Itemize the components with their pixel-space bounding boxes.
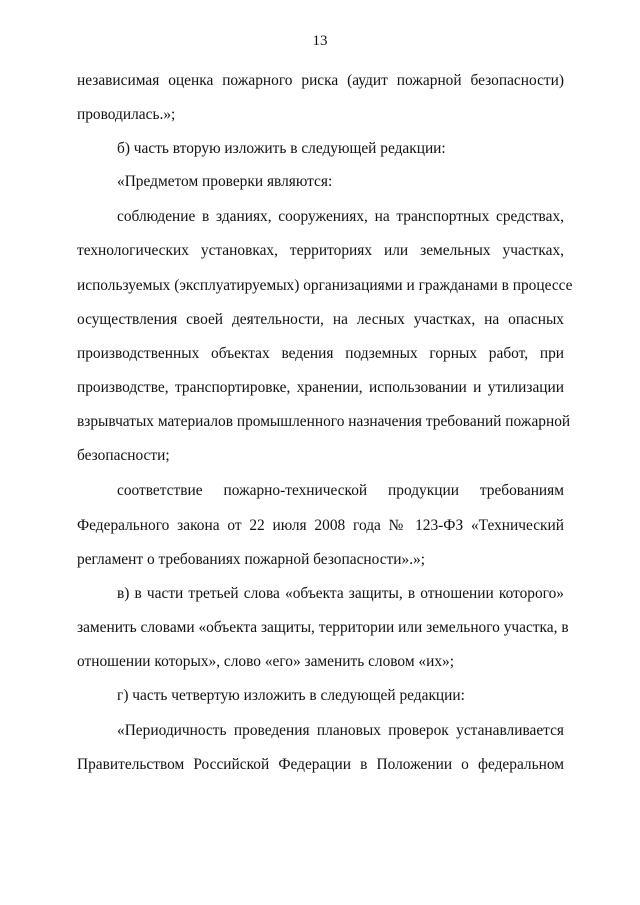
text-line: Правительством Российской Федерации в Положении о федеральном — [77, 756, 564, 773]
text-line: отношении которых», слово «его» заменить словом «их»; — [77, 653, 455, 670]
text-line: производственных объектах ведения подземных горных работ, при — [77, 345, 564, 362]
paragraph-b: б) часть вторую изложить в следующей редакции: — [117, 140, 446, 157]
text-line: заменить словами «объекта защиты, территории или земельного участка, в — [77, 619, 569, 636]
text-line: соблюдение в зданиях, сооружениях, на транспортных средствах, — [117, 208, 564, 225]
text-line: регламент о требованиях пожарной безопасности».»; — [77, 551, 426, 568]
text-line: проводилась.»; — [77, 106, 176, 123]
text-line: безопасности; — [77, 447, 170, 464]
text-line: Федерального закона от 22 июля 2008 года № 123-ФЗ «Технический — [77, 517, 564, 534]
text-line: взрывчатых материалов промышленного назначения требований пожарной — [77, 413, 571, 430]
paragraph-g: г) часть четвертую изложить в следующей редакции: — [117, 687, 465, 704]
text-line: используемых (эксплуатируемых) организациями и гражданами в процессе — [77, 277, 573, 294]
text-line: технологических установках, территориях или земельных участках, — [77, 242, 564, 259]
text-line: осуществления своей деятельности, на лесных участках, на опасных — [77, 311, 564, 328]
text-line: соответствие пожарно-технической продукции требованиям — [117, 482, 564, 499]
text-line: «Периодичность проведения плановых проверок устанавливается — [117, 722, 564, 739]
quote-subject-of-inspection: «Предметом проверки являются: — [117, 173, 333, 190]
text-line: производстве, транспортировке, хранении, использовании и утилизации — [77, 379, 564, 396]
paragraph-v: в) в части третьей слова «объекта защиты, в отношении которого» — [117, 585, 564, 602]
page-number: 13 — [312, 33, 328, 49]
text-line: независимая оценка пожарного риска (аудит пожарной безопасности) — [77, 72, 564, 89]
